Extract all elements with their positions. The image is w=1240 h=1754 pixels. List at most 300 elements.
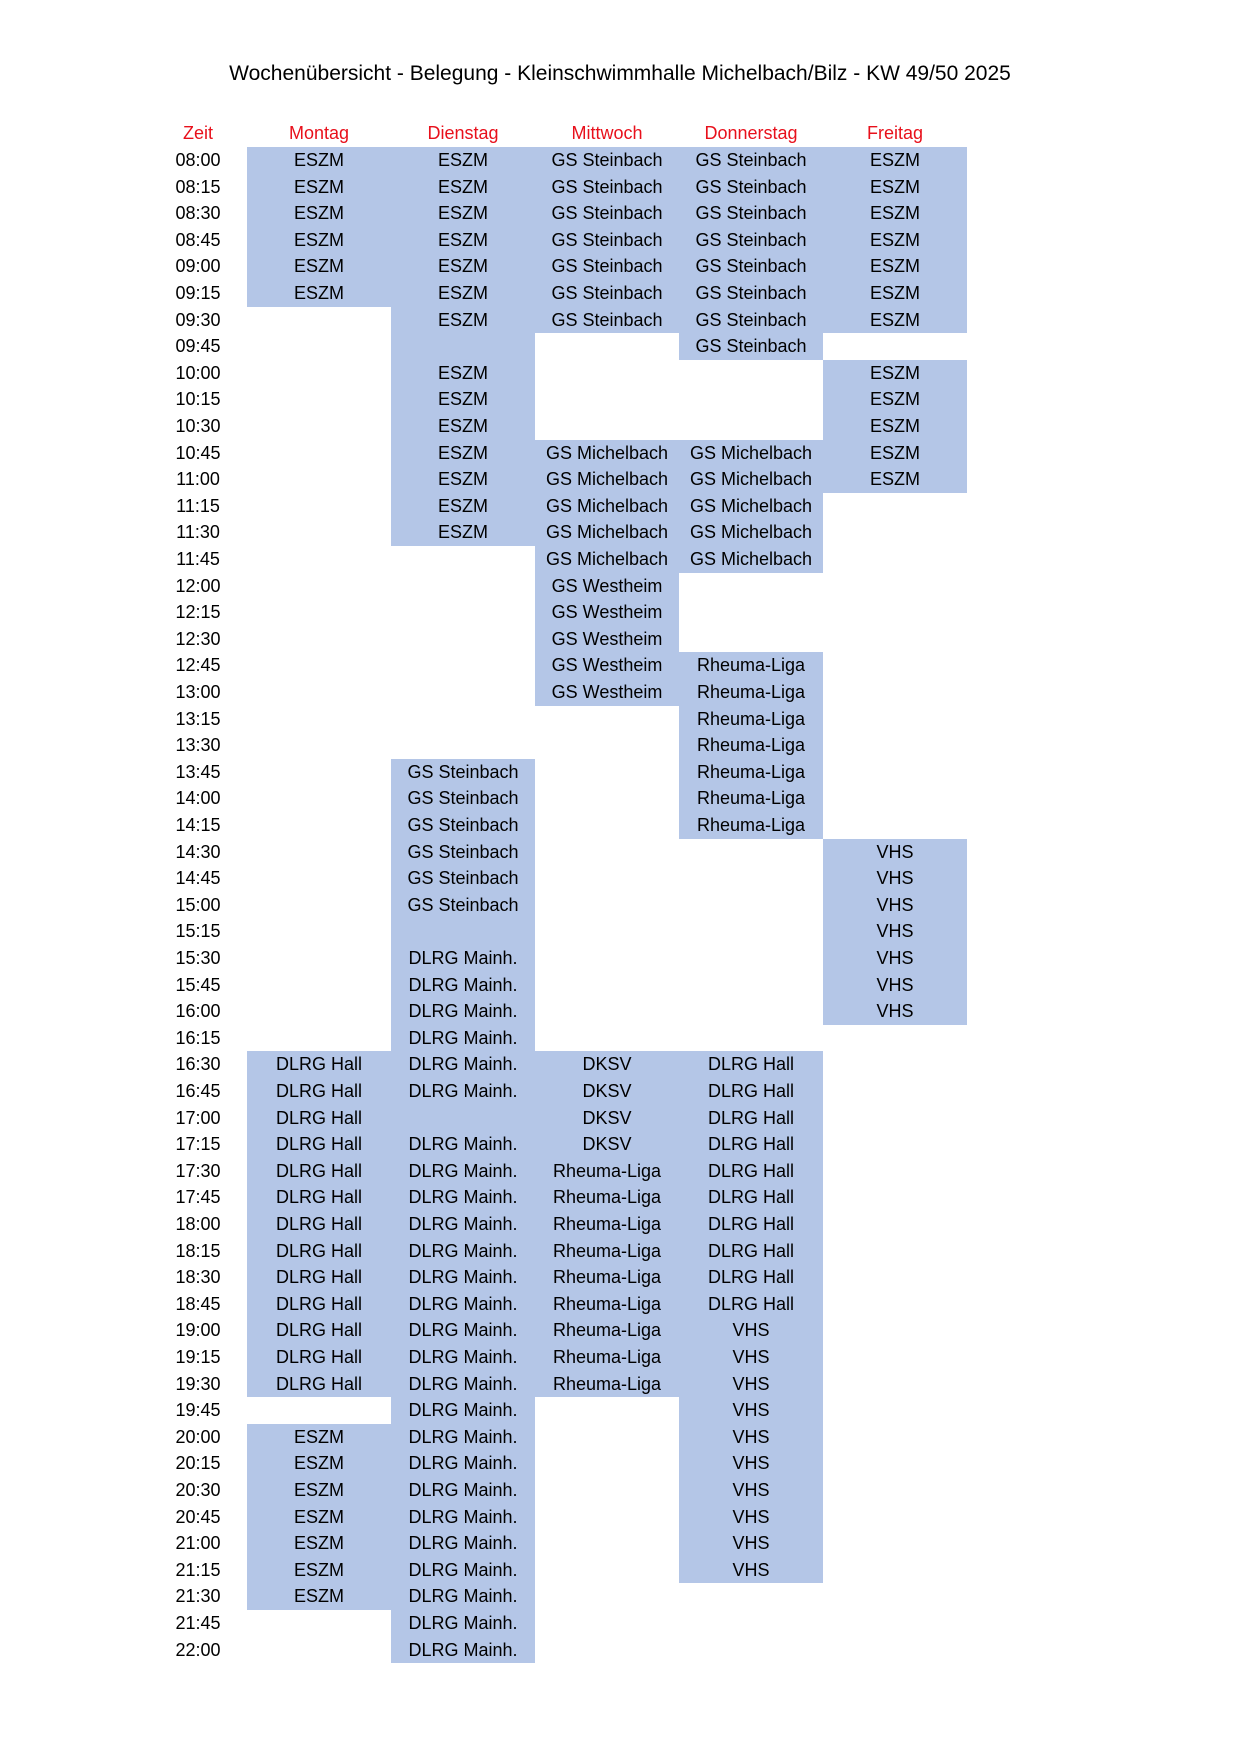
- schedule-cell: [823, 626, 967, 653]
- schedule-cell: DLRG Hall: [247, 1371, 391, 1398]
- header-time-label: Zeit: [182, 123, 213, 143]
- schedule-cell: ESZM: [391, 227, 535, 254]
- schedule-cell: [535, 812, 679, 839]
- schedule-cell: [247, 812, 391, 839]
- schedule-cell: GS Steinbach: [535, 227, 679, 254]
- time-label: 18:15: [175, 1240, 221, 1261]
- time-label: 11:45: [176, 549, 220, 569]
- schedule-cell: [535, 1504, 679, 1531]
- schedule-cell: GS Steinbach: [679, 227, 823, 254]
- schedule-cell: GS Steinbach: [679, 280, 823, 307]
- schedule-cell: [823, 1450, 967, 1477]
- schedule-cell: [679, 892, 823, 919]
- schedule-cell: [535, 972, 679, 999]
- schedule-cell: Rheuma-Liga: [679, 679, 823, 706]
- schedule-cell: [535, 945, 679, 972]
- time-label: 16:15: [175, 1027, 221, 1048]
- schedule-cell: GS Westheim: [535, 573, 679, 600]
- schedule-cell: DLRG Mainh.: [391, 1131, 535, 1158]
- schedule-cell: [247, 360, 391, 387]
- schedule-cell: [247, 573, 391, 600]
- schedule-cell: [679, 386, 823, 413]
- schedule-cell: [535, 333, 679, 360]
- schedule-cell: GS Michelbach: [535, 519, 679, 546]
- schedule-cell: DLRG Mainh.: [391, 1184, 535, 1211]
- schedule-cell: GS Steinbach: [535, 280, 679, 307]
- time-label: 10:45: [175, 442, 221, 463]
- time-label: 12:45: [175, 655, 221, 676]
- schedule-cell: ESZM: [247, 1583, 391, 1610]
- schedule-cell: GS Michelbach: [535, 440, 679, 467]
- schedule-cell: ESZM: [391, 386, 535, 413]
- schedule-cell: [391, 599, 535, 626]
- schedule-cell: ESZM: [391, 413, 535, 440]
- schedule-cell: [391, 679, 535, 706]
- time-label: 08:30: [175, 203, 221, 224]
- schedule-cell: DLRG Hall: [679, 1211, 823, 1238]
- schedule-cell: Rheuma-Liga: [535, 1264, 679, 1291]
- schedule-cell: GS Steinbach: [535, 147, 679, 174]
- schedule-cell: [679, 998, 823, 1025]
- time-label: 17:30: [175, 1160, 221, 1181]
- schedule-cell: ESZM: [247, 253, 391, 280]
- schedule-cell: [535, 1477, 679, 1504]
- schedule-cell: [823, 519, 967, 546]
- schedule-cell: [823, 1131, 967, 1158]
- schedule-cell: [535, 386, 679, 413]
- schedule-cell: ESZM: [823, 386, 967, 413]
- schedule-cell: [823, 1025, 967, 1052]
- schedule-cell: DLRG Mainh.: [391, 1424, 535, 1451]
- schedule-cell: [247, 466, 391, 493]
- schedule-cell: GS Westheim: [535, 652, 679, 679]
- schedule-cell: VHS: [679, 1450, 823, 1477]
- schedule-cell: [823, 1158, 967, 1185]
- time-label: 21:00: [175, 1533, 221, 1554]
- schedule-cell: ESZM: [391, 280, 535, 307]
- time-label: 20:15: [175, 1453, 221, 1474]
- schedule-cell: [823, 1477, 967, 1504]
- schedule-cell: VHS: [823, 892, 967, 919]
- schedule-cell: DKSV: [535, 1105, 679, 1132]
- schedule-cell: GS Steinbach: [391, 892, 535, 919]
- schedule-cell: [535, 785, 679, 812]
- schedule-cell: ESZM: [247, 1557, 391, 1584]
- schedule-cell: VHS: [679, 1477, 823, 1504]
- schedule-cell: [247, 998, 391, 1025]
- schedule-cell: DLRG Hall: [679, 1291, 823, 1318]
- schedule-cell: [391, 918, 535, 945]
- schedule-cell: DKSV: [535, 1078, 679, 1105]
- schedule-cell: DLRG Mainh.: [391, 1078, 535, 1105]
- schedule-cell: ESZM: [823, 307, 967, 334]
- schedule-cell: [535, 413, 679, 440]
- schedule-cell: GS Steinbach: [679, 147, 823, 174]
- time-label: 13:30: [175, 735, 221, 756]
- schedule-cell: [247, 1397, 391, 1424]
- schedule-cell: Rheuma-Liga: [679, 785, 823, 812]
- schedule-cell: ESZM: [247, 1424, 391, 1451]
- schedule-cell: Rheuma-Liga: [535, 1317, 679, 1344]
- time-label: 20:45: [175, 1506, 221, 1527]
- schedule-cell: [535, 732, 679, 759]
- schedule-cell: GS Steinbach: [679, 333, 823, 360]
- schedule-cell: DLRG Mainh.: [391, 945, 535, 972]
- schedule-cell: [535, 1610, 679, 1637]
- time-label: 14:00: [175, 788, 221, 809]
- schedule-cell: [679, 360, 823, 387]
- schedule-cell: DLRG Mainh.: [391, 1264, 535, 1291]
- schedule-cell: ESZM: [391, 307, 535, 334]
- schedule-cell: [679, 1025, 823, 1052]
- schedule-cell: [679, 945, 823, 972]
- time-label: 11:30: [176, 522, 220, 543]
- schedule-cell: [823, 1291, 967, 1318]
- schedule-cell: VHS: [679, 1371, 823, 1398]
- time-label: 19:45: [175, 1400, 221, 1421]
- schedule-cell: [535, 1530, 679, 1557]
- schedule-cell: DLRG Mainh.: [391, 1477, 535, 1504]
- schedule-cell: DLRG Hall: [247, 1291, 391, 1318]
- time-label: 08:00: [175, 150, 221, 170]
- schedule-cell: ESZM: [391, 360, 535, 387]
- schedule-cell: DLRG Hall: [679, 1131, 823, 1158]
- schedule-cell: [391, 732, 535, 759]
- time-label: 15:30: [175, 948, 221, 968]
- time-label: 09:00: [175, 256, 221, 277]
- time-label: 13:15: [175, 708, 221, 729]
- schedule-cell: [823, 573, 967, 600]
- time-label: 08:45: [175, 229, 221, 250]
- schedule-cell: ESZM: [823, 466, 967, 493]
- time-label: 16:45: [175, 1081, 221, 1101]
- schedule-cell: [247, 679, 391, 706]
- schedule-cell: DLRG Mainh.: [391, 1371, 535, 1398]
- schedule-cell: [247, 519, 391, 546]
- schedule-cell: GS Steinbach: [391, 865, 535, 892]
- schedule-cell: DLRG Hall: [679, 1078, 823, 1105]
- schedule-cell: [535, 759, 679, 786]
- schedule-cell: [247, 493, 391, 520]
- time-label: 08:15: [175, 176, 221, 197]
- schedule-cell: ESZM: [823, 174, 967, 201]
- schedule-cell: [535, 1424, 679, 1451]
- schedule-cell: GS Michelbach: [679, 519, 823, 546]
- schedule-cell: DLRG Hall: [679, 1105, 823, 1132]
- schedule-cell: [247, 759, 391, 786]
- schedule-cell: [823, 1264, 967, 1291]
- time-label: 20:00: [175, 1426, 221, 1447]
- time-label: 18:00: [175, 1214, 221, 1234]
- time-label: 16:00: [175, 1001, 221, 1022]
- schedule-cell: [247, 1025, 391, 1052]
- time-label: 10:00: [175, 362, 221, 383]
- schedule-cell: Rheuma-Liga: [535, 1158, 679, 1185]
- schedule-cell: Rheuma-Liga: [679, 759, 823, 786]
- schedule-cell: [247, 599, 391, 626]
- schedule-cell: [823, 1557, 967, 1584]
- schedule-cell: [823, 1397, 967, 1424]
- schedule-cell: VHS: [823, 998, 967, 1025]
- time-label: 21:15: [175, 1559, 221, 1580]
- schedule-cell: DLRG Hall: [679, 1184, 823, 1211]
- schedule-cell: VHS: [679, 1424, 823, 1451]
- schedule-cell: Rheuma-Liga: [535, 1344, 679, 1371]
- time-label: 17:00: [175, 1107, 221, 1128]
- page-title: Wochenübersicht - Belegung - Kleinschwimmhalle Michelbach/Bilz - KW 49/50 2025: [229, 62, 1011, 85]
- schedule-cell: VHS: [823, 839, 967, 866]
- schedule-cell: VHS: [679, 1317, 823, 1344]
- schedule-cell: [679, 573, 823, 600]
- time-label: 19:15: [175, 1347, 221, 1367]
- schedule-cell: [823, 1184, 967, 1211]
- schedule-cell: [247, 918, 391, 945]
- schedule-cell: DLRG Hall: [679, 1238, 823, 1265]
- schedule-cell: GS Steinbach: [679, 200, 823, 227]
- header-day: Freitag: [866, 123, 924, 143]
- time-label: 10:30: [175, 416, 221, 436]
- schedule-cell: ESZM: [823, 440, 967, 467]
- time-label: 14:45: [175, 868, 221, 889]
- schedule-cell: DLRG Hall: [247, 1105, 391, 1132]
- schedule-cell: [535, 706, 679, 733]
- schedule-cell: DLRG Mainh.: [391, 1557, 535, 1584]
- schedule-cell: DKSV: [535, 1131, 679, 1158]
- schedule-cell: GS Steinbach: [391, 812, 535, 839]
- schedule-cell: [823, 785, 967, 812]
- time-label: 17:15: [175, 1134, 221, 1155]
- time-label: 15:15: [175, 921, 221, 942]
- schedule-cell: GS Steinbach: [679, 253, 823, 280]
- schedule-cell: ESZM: [823, 227, 967, 254]
- schedule-cell: [679, 918, 823, 945]
- schedule-cell: DLRG Hall: [247, 1344, 391, 1371]
- schedule-cell: [679, 1610, 823, 1637]
- schedule-cell: [391, 1105, 535, 1132]
- schedule-cell: DLRG Hall: [247, 1078, 391, 1105]
- time-label: 12:15: [175, 602, 221, 623]
- time-label: 21:30: [175, 1586, 221, 1607]
- schedule-cell: [823, 1078, 967, 1105]
- schedule-cell: ESZM: [823, 360, 967, 387]
- schedule-cell: [247, 546, 391, 573]
- schedule-cell: DLRG Mainh.: [391, 1397, 535, 1424]
- schedule-cell: ESZM: [247, 1530, 391, 1557]
- schedule-cell: DKSV: [535, 1051, 679, 1078]
- schedule-cell: [535, 1397, 679, 1424]
- schedule-cell: [679, 972, 823, 999]
- schedule-cell: ESZM: [391, 493, 535, 520]
- schedule-cell: GS Michelbach: [679, 466, 823, 493]
- schedule-cell: [823, 1051, 967, 1078]
- schedule-cell: DLRG Mainh.: [391, 1238, 535, 1265]
- schedule-cell: [823, 1424, 967, 1451]
- schedule-cell: [391, 573, 535, 600]
- schedule-cell: ESZM: [391, 440, 535, 467]
- schedule-cell: [247, 865, 391, 892]
- schedule-cell: ESZM: [391, 466, 535, 493]
- schedule-cell: GS Steinbach: [535, 174, 679, 201]
- schedule-cell: ESZM: [247, 1477, 391, 1504]
- schedule-cell: GS Michelbach: [679, 493, 823, 520]
- schedule-cell: GS Steinbach: [391, 839, 535, 866]
- schedule-cell: DLRG Hall: [679, 1051, 823, 1078]
- schedule-cell: [823, 732, 967, 759]
- schedule-cell: DLRG Mainh.: [391, 1637, 535, 1664]
- time-label: 11:15: [176, 495, 220, 516]
- schedule-cell: ESZM: [247, 227, 391, 254]
- time-label: 09:45: [175, 336, 221, 357]
- schedule-cell: [535, 1557, 679, 1584]
- time-label: 15:45: [175, 974, 221, 995]
- schedule-cell: ESZM: [391, 174, 535, 201]
- schedule-cell: DLRG Mainh.: [391, 1610, 535, 1637]
- schedule-cell: DLRG Mainh.: [391, 1051, 535, 1078]
- schedule-cell: [823, 652, 967, 679]
- header-day: Dienstag: [427, 123, 499, 143]
- schedule-cell: [535, 1583, 679, 1610]
- schedule-cell: GS Michelbach: [679, 546, 823, 573]
- schedule-cell: [823, 1344, 967, 1371]
- header-day: Montag: [288, 123, 350, 143]
- schedule-cell: DLRG Mainh.: [391, 1291, 535, 1318]
- schedule-cell: Rheuma-Liga: [535, 1291, 679, 1318]
- schedule-cell: ESZM: [823, 200, 967, 227]
- schedule-cell: DLRG Hall: [247, 1211, 391, 1238]
- schedule-cell: DLRG Mainh.: [391, 998, 535, 1025]
- time-label: 15:00: [175, 894, 221, 915]
- schedule-cell: GS Michelbach: [679, 440, 823, 467]
- schedule-cell: GS Westheim: [535, 599, 679, 626]
- schedule-cell: ESZM: [247, 1504, 391, 1531]
- schedule-cell: [247, 732, 391, 759]
- schedule-cell: [247, 386, 391, 413]
- schedule-cell: [535, 998, 679, 1025]
- schedule-cell: [823, 706, 967, 733]
- schedule-cell: [679, 626, 823, 653]
- schedule-cell: DLRG Mainh.: [391, 1450, 535, 1477]
- time-label: 22:00: [175, 1639, 221, 1660]
- time-label: 13:45: [175, 761, 221, 782]
- time-label: 12:30: [175, 628, 221, 649]
- header-day: Mittwoch: [571, 123, 643, 143]
- schedule-cell: GS Steinbach: [391, 759, 535, 786]
- schedule-cell: DLRG Mainh.: [391, 1211, 535, 1238]
- time-label: 18:30: [175, 1267, 221, 1288]
- schedule-cell: [679, 839, 823, 866]
- schedule-cell: GS Michelbach: [535, 466, 679, 493]
- schedule-cell: DLRG Hall: [247, 1238, 391, 1265]
- schedule-cell: ESZM: [247, 200, 391, 227]
- header-day: Donnerstag: [704, 123, 798, 143]
- schedule-cell: VHS: [679, 1504, 823, 1531]
- schedule-cell: Rheuma-Liga: [535, 1371, 679, 1398]
- schedule-cell: [679, 1637, 823, 1664]
- schedule-cell: [391, 706, 535, 733]
- time-label: 18:45: [175, 1293, 221, 1314]
- schedule-cell: VHS: [679, 1397, 823, 1424]
- time-label: 13:00: [175, 682, 221, 702]
- schedule-cell: [679, 1583, 823, 1610]
- schedule-cell: DLRG Mainh.: [391, 1530, 535, 1557]
- time-label: 11:00: [176, 469, 220, 490]
- schedule-cell: [823, 1371, 967, 1398]
- schedule-cell: [391, 652, 535, 679]
- time-label: 17:45: [175, 1187, 221, 1208]
- schedule-cell: [247, 972, 391, 999]
- schedule-cell: [535, 865, 679, 892]
- schedule-cell: [247, 333, 391, 360]
- schedule-cell: DLRG Mainh.: [391, 1583, 535, 1610]
- schedule-cell: DLRG Hall: [679, 1264, 823, 1291]
- schedule-cell: VHS: [679, 1344, 823, 1371]
- schedule-cell: VHS: [823, 945, 967, 972]
- schedule-cell: [247, 945, 391, 972]
- schedule-cell: GS Steinbach: [535, 253, 679, 280]
- schedule-cell: [823, 1211, 967, 1238]
- schedule-cell: [823, 1637, 967, 1664]
- schedule-cell: [535, 1025, 679, 1052]
- time-label: 16:30: [175, 1054, 221, 1075]
- schedule-cell: ESZM: [823, 147, 967, 174]
- schedule-cell: ESZM: [391, 147, 535, 174]
- schedule-cell: GS Steinbach: [535, 307, 679, 334]
- schedule-cell: GS Steinbach: [535, 200, 679, 227]
- schedule-cell: GS Michelbach: [535, 546, 679, 573]
- schedule-cell: ESZM: [247, 1450, 391, 1477]
- schedule-cell: GS Steinbach: [679, 307, 823, 334]
- schedule-cell: DLRG Hall: [247, 1264, 391, 1291]
- schedule-cell: VHS: [823, 865, 967, 892]
- schedule-cell: DLRG Mainh.: [391, 1158, 535, 1185]
- schedule-cell: [823, 1504, 967, 1531]
- schedule-cell: [823, 1317, 967, 1344]
- schedule-cell: [823, 546, 967, 573]
- schedule-cell: [679, 599, 823, 626]
- schedule-cell: DLRG Mainh.: [391, 1344, 535, 1371]
- schedule-cell: [247, 440, 391, 467]
- time-label: 09:15: [175, 283, 221, 303]
- schedule-cell: [247, 1610, 391, 1637]
- schedule-cell: ESZM: [823, 280, 967, 307]
- schedule-cell: [679, 865, 823, 892]
- schedule-cell: DLRG Mainh.: [391, 1025, 535, 1052]
- schedule-cell: DLRG Hall: [247, 1051, 391, 1078]
- schedule-cell: ESZM: [247, 280, 391, 307]
- schedule-cell: Rheuma-Liga: [679, 706, 823, 733]
- schedule-cell: VHS: [679, 1530, 823, 1557]
- schedule-cell: ESZM: [247, 147, 391, 174]
- schedule-cell: [823, 759, 967, 786]
- schedule-cell: [823, 812, 967, 839]
- schedule-cell: [535, 360, 679, 387]
- schedule-cell: GS Steinbach: [679, 174, 823, 201]
- schedule-cell: [247, 413, 391, 440]
- schedule-cell: [391, 626, 535, 653]
- schedule-cell: ESZM: [391, 253, 535, 280]
- schedule-cell: DLRG Hall: [247, 1317, 391, 1344]
- schedule-cell: [247, 652, 391, 679]
- time-label: 10:15: [175, 389, 221, 410]
- schedule-cell: [535, 1637, 679, 1664]
- schedule-cell: ESZM: [823, 253, 967, 280]
- schedule-cell: [823, 1583, 967, 1610]
- schedule-cell: VHS: [823, 918, 967, 945]
- schedule-cell: [247, 706, 391, 733]
- schedule-cell: GS Steinbach: [391, 785, 535, 812]
- schedule-cell: VHS: [823, 972, 967, 999]
- schedule-cell: ESZM: [823, 413, 967, 440]
